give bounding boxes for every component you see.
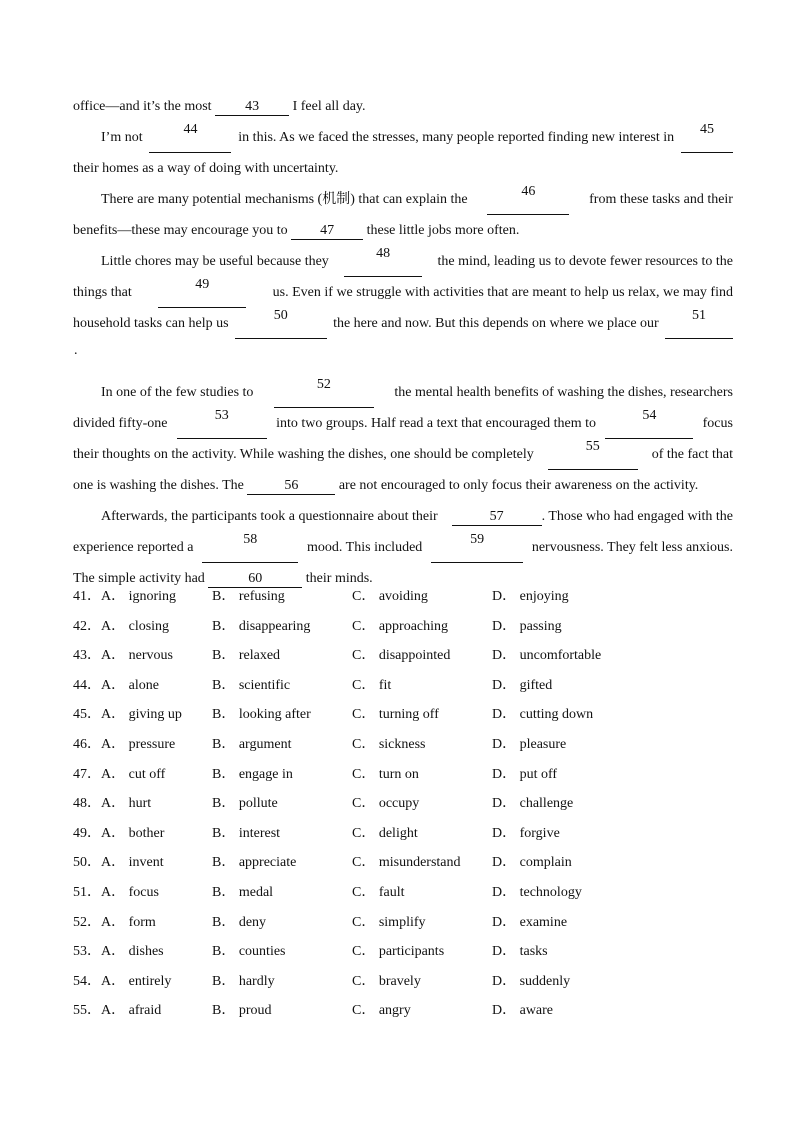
- question-number: 51．: [73, 884, 101, 900]
- blank-47: 47: [291, 223, 363, 240]
- blank-53: 53: [177, 408, 267, 439]
- option-row: [73, 582, 753, 612]
- blank-50: 50: [235, 308, 327, 339]
- option-d: D． examine: [492, 914, 568, 930]
- passage-text: their thoughts on the activity. While washing the dishes, one should be completely: [73, 447, 534, 462]
- passage-line: [73, 439, 733, 470]
- passage-text: from these tasks and their: [589, 192, 733, 207]
- blank-54: 54: [605, 408, 693, 439]
- option-b: B． medal: [212, 884, 274, 900]
- blank-52: 52: [274, 377, 374, 408]
- option-c: C． fault: [352, 884, 405, 900]
- option-a: A． invent: [101, 855, 164, 871]
- passage-text: There are many potential mechanisms (机制) that can explain the: [101, 192, 468, 207]
- option-row: [73, 819, 753, 849]
- option-row: [73, 996, 753, 1026]
- blank-56: 56: [247, 478, 335, 495]
- option-c: C． avoiding: [352, 589, 428, 604]
- passage-text: office—and it’s the most: [73, 99, 212, 114]
- passage-text: their homes as a way of doing with uncertainty.: [73, 161, 339, 176]
- passage-text: mood. This included: [307, 540, 423, 555]
- passage-line: [73, 470, 733, 501]
- blank-55: 55: [548, 439, 638, 470]
- option-row: [73, 848, 753, 878]
- passage-text: are not encouraged to only focus their awareness on the activity.: [338, 478, 699, 493]
- question-number: 49．: [73, 825, 101, 841]
- option-row: [73, 730, 753, 760]
- option-a: A． ignoring: [101, 589, 177, 604]
- blank-45: 45: [681, 122, 733, 153]
- blank-46: 46: [487, 184, 569, 215]
- passage-text: I feel all day.: [292, 99, 366, 114]
- option-a: A． dishes: [101, 944, 164, 960]
- passage-text: of the fact that: [651, 447, 733, 462]
- passage-line: [73, 122, 733, 153]
- passage-line: [73, 184, 733, 215]
- option-b: B． deny: [212, 914, 267, 930]
- option-b: B． interest: [212, 825, 281, 841]
- passage-text: us. Even if we struggle with activities that are meant to help us relax, we may find: [272, 285, 733, 300]
- option-b: B． appreciate: [212, 855, 297, 871]
- question-number: 50．: [73, 855, 101, 871]
- option-c: C． angry: [352, 1003, 411, 1019]
- option-c: C． misunderstand: [352, 855, 461, 871]
- passage-text: the here and now. But this depends on where we place our: [333, 316, 659, 331]
- passage-text: In one of the few studies to: [101, 385, 254, 400]
- option-b: B． relaxed: [212, 648, 281, 664]
- option-c: C． turn on: [352, 766, 419, 782]
- passage-text: . Those who had engaged with the: [541, 509, 733, 524]
- option-c: C． simplify: [352, 914, 426, 930]
- option-d: D． uncomfortable: [492, 648, 602, 664]
- passage-line: [73, 532, 733, 563]
- option-c: C． fit: [352, 677, 392, 693]
- passage-text: things that: [73, 285, 132, 300]
- option-d: D． pleasure: [492, 736, 567, 752]
- option-a: A． focus: [101, 884, 159, 900]
- option-a: A． nervous: [101, 648, 173, 664]
- option-d: D． tasks: [492, 944, 548, 960]
- passage-line: [73, 377, 733, 408]
- option-a: A． hurt: [101, 796, 152, 812]
- option-d: D． forgive: [492, 825, 560, 841]
- option-a: A． pressure: [101, 736, 176, 752]
- option-d: D． enjoying: [492, 589, 569, 604]
- blank-57: 57: [452, 509, 542, 526]
- passage-text: household tasks can help us: [73, 316, 229, 331]
- option-row: [73, 967, 753, 997]
- option-d: D． aware: [492, 1003, 554, 1019]
- option-b: B． hardly: [212, 973, 275, 989]
- passage-text: Afterwards, the participants took a questionnaire about their: [101, 509, 438, 524]
- option-c: C． approaching: [352, 618, 449, 634]
- blank-51: 51: [665, 308, 733, 339]
- passage-text: Little chores may be useful because they: [101, 254, 329, 269]
- passage-text: in this. As we faced the stresses, many people reported finding new interest in: [238, 130, 675, 145]
- question-number: 53．: [73, 944, 101, 960]
- option-b: B． scientific: [212, 677, 291, 693]
- option-b: B． counties: [212, 944, 286, 960]
- option-c: C． occupy: [352, 796, 420, 812]
- question-number: 42．: [73, 618, 101, 634]
- option-b: B． engage in: [212, 766, 293, 782]
- passage-text: these little jobs more often.: [366, 223, 520, 238]
- question-number: 52．: [73, 914, 101, 930]
- option-d: D． passing: [492, 618, 562, 634]
- option-row: [73, 908, 753, 938]
- option-a: A． alone: [101, 677, 159, 693]
- passage-text: benefits—these may encourage you to: [73, 223, 288, 238]
- blank-44: 44: [149, 122, 231, 153]
- option-a: A． entirely: [101, 973, 172, 989]
- passage-text: into two groups. Half read a text that encouraged them to: [276, 416, 597, 431]
- passage-text: experience reported a: [73, 540, 194, 555]
- blank-43: 43: [215, 99, 289, 116]
- question-number: 55．: [73, 1003, 101, 1019]
- passage-line: [73, 215, 733, 246]
- option-d: D． complain: [492, 855, 572, 871]
- option-row: [73, 641, 753, 671]
- option-a: A． closing: [101, 618, 170, 634]
- passage-text: I’m not: [101, 130, 143, 145]
- question-number: 44．: [73, 677, 101, 693]
- blank-49: 49: [158, 277, 246, 308]
- option-a: A． bother: [101, 825, 165, 841]
- blank-58: 58: [202, 532, 298, 563]
- option-b: B． proud: [212, 1003, 272, 1019]
- passage-line: [73, 153, 733, 184]
- option-d: D． technology: [492, 884, 582, 900]
- option-row: [73, 760, 753, 790]
- passage-text: the mental health benefits of washing the dishes, researchers: [394, 385, 733, 400]
- passage-text: nervousness. They felt less anxious.: [531, 540, 733, 555]
- option-a: A． cut off: [101, 766, 166, 782]
- blank-59: 59: [431, 532, 523, 563]
- blank-48: 48: [344, 246, 422, 277]
- option-c: C． turning off: [352, 707, 439, 723]
- cloze-passage: [73, 91, 733, 594]
- option-a: A． afraid: [101, 1003, 162, 1019]
- option-c: C． sickness: [352, 736, 426, 752]
- option-d: D． suddenly: [492, 973, 571, 989]
- passage-line: [73, 91, 733, 122]
- option-d: D． put off: [492, 766, 558, 782]
- passage-line: [73, 339, 733, 367]
- option-row: [73, 612, 753, 642]
- option-c: C． delight: [352, 825, 418, 841]
- option-b: B． pollute: [212, 796, 278, 812]
- passage-text: the mind, leading us to devote fewer resources to the: [437, 254, 733, 269]
- question-number: 43．: [73, 648, 101, 664]
- option-row: [73, 878, 753, 908]
- option-row: [73, 700, 753, 730]
- option-b: B． looking after: [212, 707, 311, 723]
- question-number: 47．: [73, 766, 101, 782]
- option-d: D． cutting down: [492, 707, 594, 723]
- option-row: [73, 671, 753, 701]
- question-number: 41．: [73, 589, 101, 604]
- option-a: A． giving up: [101, 707, 182, 723]
- passage-text: their minds.: [305, 571, 373, 586]
- passage-line: [73, 246, 733, 277]
- option-c: C． disappointed: [352, 648, 451, 664]
- passage-text: .: [74, 343, 78, 358]
- passage-text: divided fifty-one: [73, 416, 168, 431]
- question-number: 48．: [73, 796, 101, 812]
- blank-60: 60: [208, 571, 302, 588]
- option-d: D． challenge: [492, 796, 574, 812]
- option-b: B． disappearing: [212, 618, 311, 634]
- option-c: C． bravely: [352, 973, 421, 989]
- option-c: C． participants: [352, 944, 445, 960]
- option-b: B． argument: [212, 736, 292, 752]
- option-row: [73, 789, 753, 819]
- passage-text: focus: [702, 416, 733, 431]
- question-number: 45．: [73, 707, 101, 723]
- question-number: 54．: [73, 973, 101, 989]
- passage-text: one is washing the dishes. The: [73, 478, 244, 493]
- option-a: A． form: [101, 914, 156, 930]
- passage-line: [73, 277, 733, 308]
- option-d: D． gifted: [492, 677, 553, 693]
- passage-line: [73, 408, 733, 439]
- answer-options: [73, 582, 753, 1026]
- question-number: 46．: [73, 736, 101, 752]
- passage-line: [73, 501, 733, 532]
- passage-line: [73, 308, 733, 339]
- option-row: [73, 937, 753, 967]
- option-b: B． refusing: [212, 589, 285, 604]
- passage-text: The simple activity had: [73, 571, 205, 586]
